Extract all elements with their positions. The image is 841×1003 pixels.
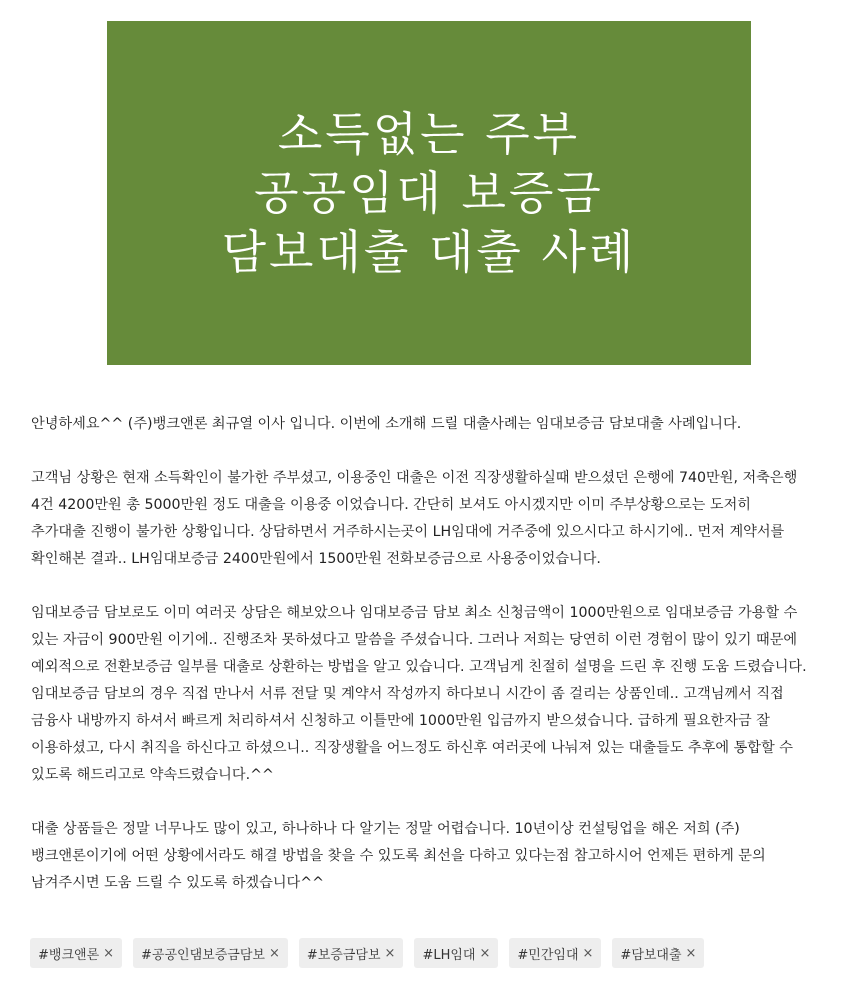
banner-title-line-3: 담보대출 대출 사례 (221, 224, 637, 279)
remove-tag-icon[interactable]: × (268, 945, 280, 961)
remove-tag-icon[interactable]: × (103, 945, 115, 961)
tag-item[interactable] (414, 938, 498, 968)
remove-tag-icon[interactable]: × (685, 945, 697, 961)
tag-label: #공공인댐보증금담보 (141, 947, 265, 963)
tag-item[interactable] (509, 938, 601, 968)
tag-item[interactable] (299, 938, 404, 968)
remove-tag-icon[interactable]: × (479, 945, 491, 961)
tag-label: #담보대출 (620, 947, 682, 963)
banner-title-line-2: 공공임대 보증금 (254, 165, 604, 220)
article-body (31, 411, 809, 897)
tag-label: #LH임대 (422, 947, 476, 963)
tag-label: #뱅크앤론 (38, 947, 100, 963)
remove-tag-icon[interactable]: × (582, 945, 594, 961)
banner-title-line-1: 소득없는 주부 (277, 106, 581, 161)
tag-label: #보증금담보 (306, 947, 381, 963)
tag-label: #민간임대 (517, 947, 579, 963)
title-banner (107, 21, 751, 365)
tag-item[interactable] (133, 938, 288, 968)
paragraph-closing: 대출 상품들은 정말 너무나도 많이 있고, 하나하나 다 알기는 정말 어렵습니다. 10년이상 컨설팅업을 해온 저희 (주)뱅크앤론이기에 어떤 상황에서라도 해결 방법을 찾을 수 있도록 최선을 다하고 있다는점 참고하시어 언제든 편하게 문의 남겨주시면 도움 드릴 수 있도록 하겠습니다^^ (31, 821, 766, 891)
paragraph-loan-process: 임대보증금 담보로도 이미 여러곳 상담은 해보았으나 임대보증금 담보 최소 신청금액이 1000만원으로 임대보증금 가용할 수 있는 자금이 900만원 이기에.. 진행조차 못하셨다고 말씀을 주셨습니다. 그러나 저희는 당연히 이런 경험이 많이 있기 때문에 예외적으로 전환보증금 일부를 대출로 상환하는 방법을 알고 있습니다. 고객님게 친절히 설명을 드린 후 진행 도움 드렸습니다. 임대보증금 담보의 경우 직접 만나서 서류 전달 및 계약서 작성까지 하다보니 시간이 좀 걸리는 상품인데.. 고객님께서 직접 금융사 내방까지 하셔서 빠르게 처리하셔서 신청하고 이틀만에 1000만원 입금까지 받으셨습니다. 급하게 필요한자금 잘 이용하셨고, 다시 취직을 하신다고 하셨으니.. 직장생활을 어느정도 하신후 여러곳에 나눠져 있는 대출들도 추후에 통합할 수 있도록 해드리고로 약속드렸습니다.^^ (31, 605, 807, 783)
tag-item[interactable] (612, 938, 704, 968)
paragraph-greeting: 안녕하세요^^ (주)뱅크앤론 최규열 이사 입니다. 이번에 소개해 드릴 대출사례는 임대보증금 담보대출 사례입니다. (31, 416, 742, 432)
paragraph-customer-situation: 고객님 상황은 현재 소득확인이 불가한 주부셨고, 이용중인 대출은 이전 직장생활하실때 받으셨던 은행에 740만원, 저축은행 4건 4200만원 총 5000만원 정도 대출을 이용중 이었습니다. 간단히 보셔도 아시겠지만 이미 주부상황으로는 도저히 추가대출 진행이 불가한 상황입니다. 상담하면서 거주하시는곳이 LH임대에 거주중에 있으시다고 하시기에.. 먼저 계약서를 확인해본 결과.. LH임대보증금 2400만원에서 1500만원 전화보증금으로 사용중이었습니다. (31, 470, 798, 567)
tag-item[interactable] (30, 938, 122, 968)
remove-tag-icon[interactable]: × (384, 945, 396, 961)
tag-list (30, 938, 704, 968)
